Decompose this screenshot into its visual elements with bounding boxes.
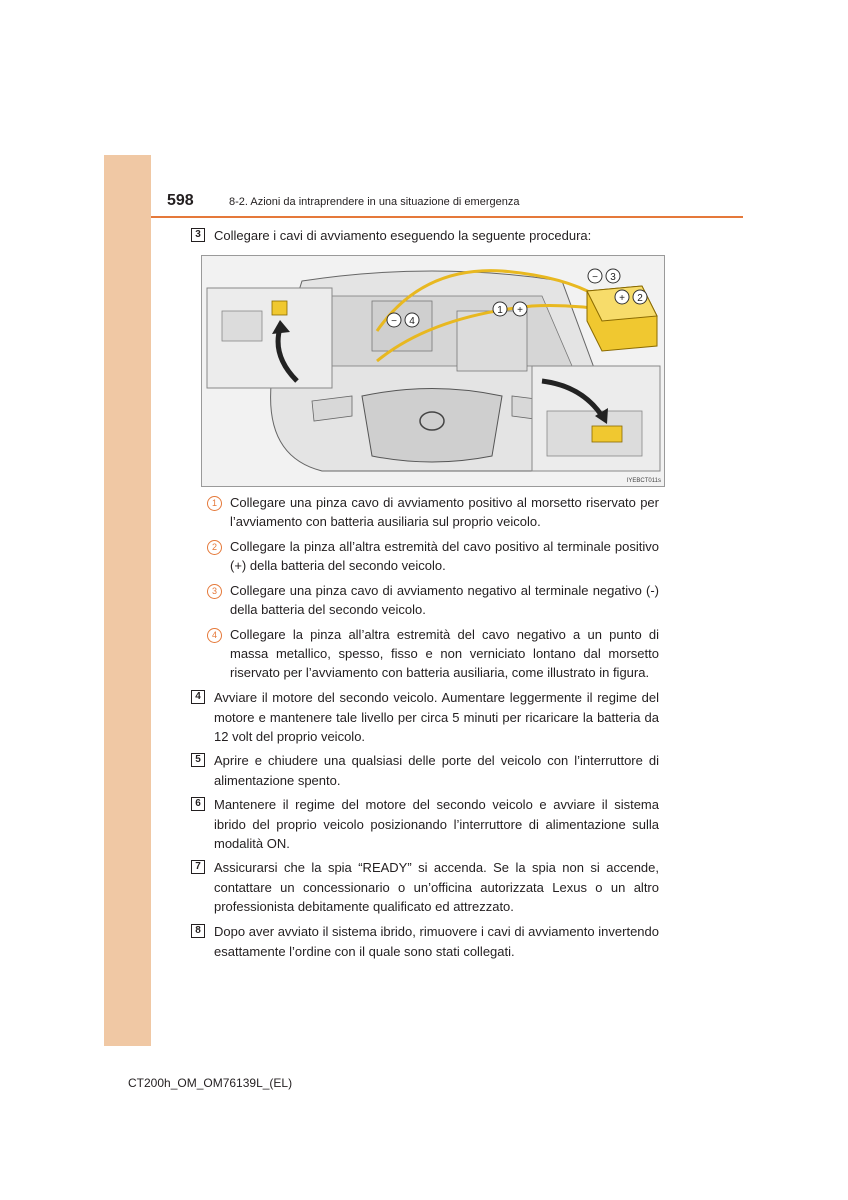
step-6 bbox=[191, 795, 659, 854]
plus-1-label: + bbox=[517, 305, 523, 316]
step-text: Mantenere il regime del motore del secondo veicolo e avviare il sistema ibrido del proprio veicolo posizionando l’interruttore di alimentazione sulla modalità ON. bbox=[214, 797, 659, 851]
step-3 bbox=[191, 226, 659, 246]
step-5 bbox=[191, 751, 659, 790]
step-4 bbox=[191, 688, 659, 747]
figure-code: IYEBCT011s bbox=[626, 478, 661, 484]
minus-3-label: − bbox=[592, 272, 598, 283]
step-8 bbox=[191, 922, 659, 961]
page-number: 598 bbox=[167, 192, 194, 209]
substep-text: Collegare una pinza cavo di avviamento negativo al terminale negativo (-) della batteria del secondo veicolo. bbox=[230, 583, 659, 617]
callout-2-label: 2 bbox=[637, 293, 643, 304]
step-number: 5 bbox=[191, 753, 205, 767]
jump-start-illustration bbox=[201, 255, 665, 487]
callout-4-label: 4 bbox=[409, 316, 415, 327]
step-number: 8 bbox=[191, 924, 205, 938]
substep-text: Collegare una pinza cavo di avviamento positivo al morsetto riservato per l’avviamento con batteria ausiliaria sul proprio veicolo. bbox=[230, 495, 659, 529]
substep-number: 3 bbox=[207, 584, 222, 599]
callout-3-label: 3 bbox=[610, 272, 616, 283]
callout-1-label: 1 bbox=[497, 305, 503, 316]
side-tab-band bbox=[104, 155, 151, 1046]
step-number: 4 bbox=[191, 690, 205, 704]
document-footer: CT200h_OM_OM76139L_(EL) bbox=[128, 1076, 293, 1090]
step-text: Assicurarsi che la spia “READY” si accenda. Se la spia non si accende, contattare un concessionario o un’officina autorizzata Lexus o un altro professionista debitamente qualificato ed attrezzato. bbox=[214, 860, 659, 914]
step-number: 7 bbox=[191, 860, 205, 874]
step-text: Aprire e chiudere una qualsiasi delle porte del veicolo con l’interruttore di alimentazione spento. bbox=[214, 753, 659, 788]
step-text: Avviare il motore del secondo veicolo. Aumentare leggermente il regime del motore e mantenere tale livello per circa 5 minuti per ricaricare la batteria da 12 volt del proprio veicolo. bbox=[214, 690, 659, 744]
minus-4-label: − bbox=[391, 316, 397, 327]
step-number: 6 bbox=[191, 797, 205, 811]
plus-2-label: + bbox=[619, 293, 625, 304]
step-number: 3 bbox=[191, 228, 205, 242]
substep-3 bbox=[207, 581, 659, 619]
substep-number: 2 bbox=[207, 540, 222, 555]
section-title: 8-2. Azioni da intraprendere in una situazione di emergenza bbox=[229, 196, 520, 208]
substep-2 bbox=[207, 537, 659, 575]
step-text: Dopo aver avviato il sistema ibrido, rimuovere i cavi di avviamento invertendo esattamente l’ordine con il quale sono stati collegati. bbox=[214, 924, 659, 959]
callout-layer bbox=[202, 256, 664, 486]
substep-text: Collegare la pinza all’altra estremità del cavo negativo a un punto di massa metallico, spesso, fisso e non verniciato lontano dal morsetto riservato per l’avviamento con batteria ausiliaria, come illustrato in figura. bbox=[230, 627, 659, 680]
substep-number: 4 bbox=[207, 628, 222, 643]
substep-4 bbox=[207, 625, 659, 682]
step-text: Collegare i cavi di avviamento eseguendo la seguente procedura: bbox=[214, 228, 592, 243]
substep-number: 1 bbox=[207, 496, 222, 511]
step-7 bbox=[191, 858, 659, 917]
substep-text: Collegare la pinza all’altra estremità del cavo positivo al terminale positivo (+) della batteria del secondo veicolo. bbox=[230, 539, 659, 573]
substep-1 bbox=[207, 493, 659, 531]
page-header bbox=[151, 186, 743, 218]
